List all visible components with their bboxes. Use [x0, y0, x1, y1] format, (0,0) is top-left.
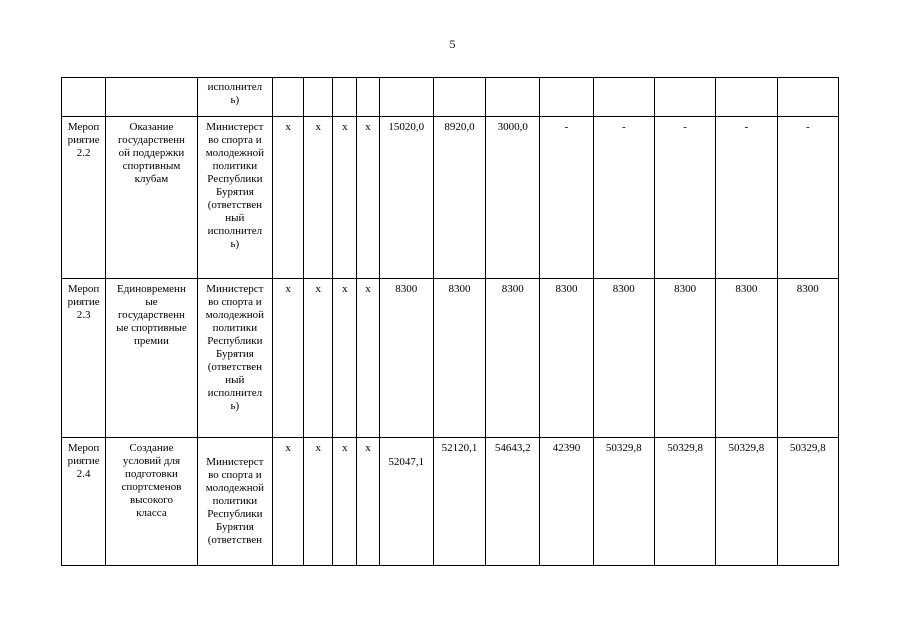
cell-empty	[593, 78, 654, 117]
mark-cell: x	[273, 279, 304, 438]
measure-name: Единовременн ые государственн ые спортивные премии	[116, 283, 187, 347]
executor-text: Министерст во спорта и молодежной политики Республики Бурятия (ответствен ный исполнител ь)	[205, 121, 265, 250]
value-cell: 8300	[540, 279, 593, 438]
mark-cell: x	[333, 279, 357, 438]
value-cell: -	[716, 117, 777, 279]
cell-empty	[486, 78, 540, 117]
value-cell: 52120,1	[433, 438, 485, 566]
value-cell: 8300	[379, 279, 433, 438]
measure-name: Оказание государственн ой поддержки спортивным клубам	[117, 121, 185, 185]
value-cell: 8300	[593, 279, 654, 438]
measure-code: Мероп риятие 2.3	[67, 283, 100, 321]
mark-cell: x	[304, 117, 333, 279]
value-cell: 8300	[777, 279, 838, 438]
measure-name-cell	[106, 279, 197, 438]
table-row	[62, 117, 839, 279]
value-cell: -	[777, 117, 838, 279]
table-row	[62, 438, 839, 566]
value-cell: 15020,0	[379, 117, 433, 279]
measure-code: Мероп риятие 2.4	[67, 442, 100, 480]
value-cell: 8300	[654, 279, 715, 438]
executor-cell	[197, 279, 272, 438]
table-row	[62, 279, 839, 438]
program-table	[61, 77, 839, 566]
mark-cell: x	[273, 117, 304, 279]
mark-cell: x	[357, 438, 379, 566]
value-cell: 42390	[540, 438, 593, 566]
value-cell: 50329,8	[777, 438, 838, 566]
value-cell: 54643,2	[486, 438, 540, 566]
value-cell: 52047,1	[379, 438, 433, 566]
cell-empty	[777, 78, 838, 117]
cell-empty	[106, 78, 197, 117]
value-cell: -	[654, 117, 715, 279]
cell-empty	[273, 78, 304, 117]
measure-name: Создание условий для подготовки спортсменов высокого класса	[121, 442, 182, 519]
mark-cell: x	[273, 438, 304, 566]
measure-name-cell	[106, 438, 197, 566]
cell-empty	[62, 78, 106, 117]
mark-cell: x	[304, 438, 333, 566]
executor-cell	[197, 78, 272, 117]
cell-empty	[540, 78, 593, 117]
page-number: 5	[449, 37, 456, 51]
value-cell: 8300	[433, 279, 485, 438]
cell-empty	[716, 78, 777, 117]
value-cell: -	[593, 117, 654, 279]
cell-empty	[433, 78, 485, 117]
executor-cell	[197, 117, 272, 279]
mark-cell: x	[333, 117, 357, 279]
mark-cell: x	[357, 279, 379, 438]
value-cell: 50329,8	[654, 438, 715, 566]
executor-text: исполнител ь)	[207, 81, 263, 106]
measure-code: Мероп риятие 2.2	[67, 121, 100, 159]
cell-empty	[304, 78, 333, 117]
mark-cell: x	[304, 279, 333, 438]
value-cell: 8300	[486, 279, 540, 438]
value-cell: 3000,0	[486, 117, 540, 279]
measure-code-cell	[62, 438, 106, 566]
mark-cell: x	[357, 117, 379, 279]
value-cell: -	[540, 117, 593, 279]
cell-empty	[333, 78, 357, 117]
cell-empty	[379, 78, 433, 117]
executor-cell	[197, 438, 272, 566]
value-cell: 50329,8	[716, 438, 777, 566]
mark-cell: x	[333, 438, 357, 566]
table-row-continuation	[62, 78, 839, 117]
executor-text: Министерст во спорта и молодежной политики Республики Бурятия (ответствен ный исполнител ь)	[205, 283, 265, 412]
measure-code-cell	[62, 117, 106, 279]
value-cell: 8920,0	[433, 117, 485, 279]
cell-empty	[654, 78, 715, 117]
value-cell: 8300	[716, 279, 777, 438]
cell-empty	[357, 78, 379, 117]
measure-name-cell	[106, 117, 197, 279]
measure-code-cell	[62, 279, 106, 438]
executor-text: Министерст во спорта и молодежной политики Республики Бурятия (ответствен	[205, 456, 265, 546]
value-cell: 50329,8	[593, 438, 654, 566]
